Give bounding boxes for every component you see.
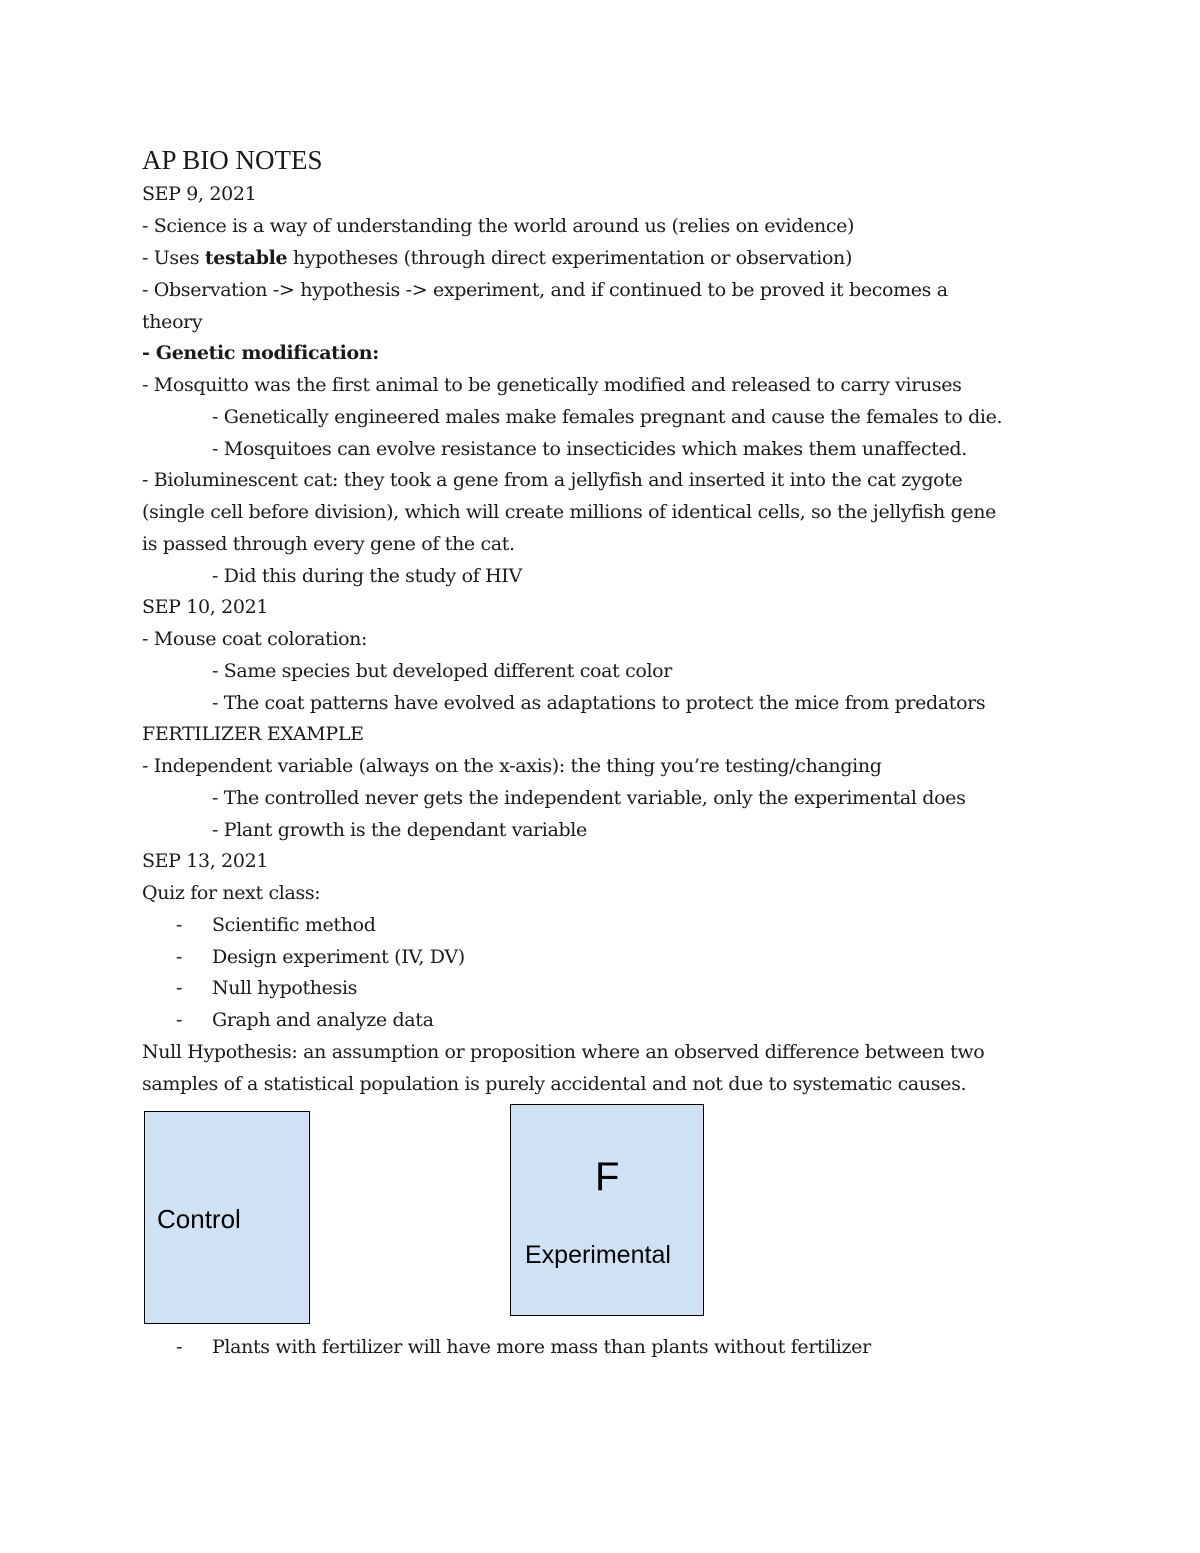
quiz-item: Design experiment (IV, DV) bbox=[212, 946, 465, 968]
bold-term: - bbox=[142, 342, 156, 364]
note-line: is passed through every gene of the cat. bbox=[142, 533, 515, 555]
fertilizer-letter: F bbox=[595, 1155, 620, 1199]
bullet-dash: - bbox=[176, 1336, 183, 1358]
quiz-intro: Quiz for next class: bbox=[142, 882, 321, 904]
note-line: - Observation -> hypothesis -> experiment, and if continued to be proved it becomes a bbox=[142, 279, 948, 301]
note-line bbox=[142, 246, 852, 270]
note-subline: - Did this during the study of HIV bbox=[212, 565, 522, 587]
note-text: - Uses bbox=[142, 247, 205, 269]
experimental-box bbox=[510, 1104, 704, 1316]
note-subline: - The coat patterns have evolved as adaptations to protect the mice from predators bbox=[212, 692, 986, 714]
section-heading: FERTILIZER EXAMPLE bbox=[142, 723, 364, 745]
note-subline: - The controlled never gets the independent variable, only the experimental does bbox=[212, 787, 966, 809]
note-line: - Mouse coat coloration: bbox=[142, 628, 368, 650]
note-line: (single cell before division), which will create millions of identical cells, so the jellyfish gene bbox=[142, 501, 997, 523]
control-label: Control bbox=[157, 1204, 241, 1234]
quiz-item: Graph and analyze data bbox=[212, 1009, 434, 1031]
date-sep-9: SEP 9, 2021 bbox=[142, 183, 257, 205]
note-line: - Science is a way of understanding the world around us (relies on evidence) bbox=[142, 215, 855, 237]
bullet-dash: - bbox=[176, 946, 183, 968]
page-title: AP BIO NOTES bbox=[142, 145, 323, 175]
bold-term: Genetic modification: bbox=[155, 342, 379, 364]
note-subline: - Same species but developed different coat color bbox=[212, 660, 672, 682]
null-hypothesis-definition: Null Hypothesis: an assumption or proposition where an observed difference between two bbox=[142, 1041, 985, 1063]
bullet-dash: - bbox=[176, 977, 183, 999]
note-subline: - Genetically engineered males make females pregnant and cause the females to die. bbox=[212, 406, 1003, 428]
bullet-dash: - bbox=[176, 914, 183, 936]
conclusion-bullet: Plants with fertilizer will have more mass than plants without fertilizer bbox=[212, 1336, 871, 1358]
quiz-item: Null hypothesis bbox=[212, 977, 358, 999]
note-line: theory bbox=[142, 311, 203, 333]
note-line bbox=[142, 341, 379, 365]
note-line: - Independent variable (always on the x-axis): the thing you’re testing/changing bbox=[142, 755, 882, 777]
note-subline: - Plant growth is the dependant variable bbox=[212, 819, 587, 841]
note-text: hypotheses (through direct experimentation or observation) bbox=[287, 247, 853, 269]
bullet-dash: - bbox=[176, 1009, 183, 1031]
date-sep-10: SEP 10, 2021 bbox=[142, 596, 269, 618]
quiz-item: Scientific method bbox=[212, 914, 376, 936]
note-line: - Mosquitto was the first animal to be genetically modified and released to carry viruses bbox=[142, 374, 962, 396]
bold-term: testable bbox=[204, 247, 288, 269]
null-hypothesis-definition: samples of a statistical population is purely accidental and not due to systematic causes. bbox=[142, 1073, 967, 1095]
note-line: - Bioluminescent cat: they took a gene from a jellyfish and inserted it into the cat zygote bbox=[142, 469, 963, 491]
control-box bbox=[144, 1111, 310, 1324]
note-subline: - Mosquitoes can evolve resistance to insecticides which makes them unaffected. bbox=[212, 438, 967, 460]
date-sep-13: SEP 13, 2021 bbox=[142, 850, 269, 872]
experimental-label: Experimental bbox=[525, 1241, 671, 1269]
